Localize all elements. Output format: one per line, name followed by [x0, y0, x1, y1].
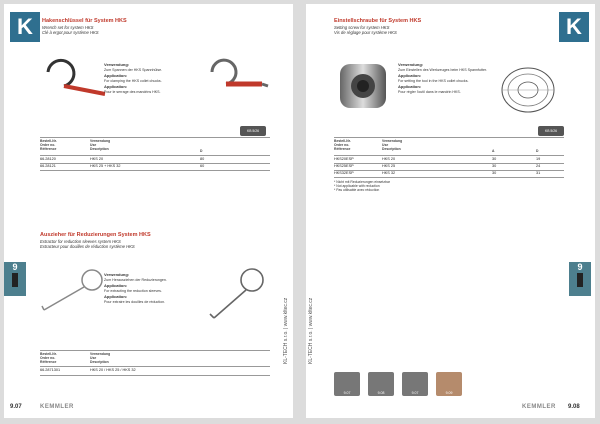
cell-a: 30 [492, 164, 497, 168]
usage-fr-label: Application: [398, 84, 422, 89]
page-number: 9.07 [10, 404, 22, 410]
thumbnail-link[interactable] [334, 372, 360, 396]
cell-a: 30 [492, 157, 497, 161]
extractor-usage [104, 272, 167, 305]
thumbnail-caption: 9.07 [343, 391, 351, 395]
table-rule [334, 163, 564, 164]
extractor-subtitle-fr: Extracteur pour douilles de réduction système HKS [40, 244, 135, 249]
right-page [306, 4, 595, 418]
hook-wrench-subtitle-fr: Clé à ergot pour système HKS [42, 30, 99, 35]
vertical-company-text: KL-TECH s.r.o. | www.kltec.cz [308, 297, 314, 364]
table-rule [334, 155, 564, 156]
table-rule [40, 170, 270, 171]
brand-name: KEMMLER [522, 404, 556, 410]
footnote: * Pas utilisable avec réduction [334, 188, 380, 193]
catalog-badge: KB 5/26 [538, 126, 564, 136]
table-header-use: Verwendung Use Description [382, 139, 403, 152]
usage-en-text: For setting the tool in the HKS collet chucks. [398, 79, 469, 83]
table-rule [40, 375, 270, 376]
usage-fr-label: Application: [104, 84, 128, 89]
brand-name: KEMMLER [40, 404, 74, 410]
table-rule [40, 350, 270, 351]
cell-d: 60 [200, 164, 205, 168]
table-rule [334, 170, 564, 171]
catalog-badge: KB 5/26 [240, 126, 266, 136]
usage-en-label: Application: [398, 73, 422, 78]
chapter-tab [4, 262, 26, 296]
collet-chuck-icon [575, 273, 585, 287]
setting-screw-drawing-icon [496, 56, 566, 126]
footnote: * Not applicable with reduction [334, 184, 380, 189]
usage-en-text: For clamping the HKS collet chucks. [104, 79, 162, 83]
hook-wrench-subtitle-en: Wrench set for system HKS [42, 25, 94, 30]
usage-en-label: Application: [104, 73, 128, 78]
cell-use: HKS 20 / HKS 25 / HKS 32 [90, 368, 136, 372]
cell-order-no: 66.28121 [40, 164, 56, 168]
extractor-drawing-icon [40, 266, 110, 316]
usage-fr-label: Application: [104, 294, 128, 299]
hook-wrench-image-icon [40, 54, 110, 99]
thumbnail-link[interactable] [368, 372, 394, 396]
collet-chuck-icon [10, 273, 20, 287]
table-header-d: D [200, 149, 203, 153]
table-rule [40, 137, 270, 138]
setting-screw-photo-icon [334, 56, 392, 116]
setting-screw-usage [398, 62, 487, 95]
hook-wrench-title: Hakenschlüssel für System HKS [42, 18, 127, 24]
usage-de-text: Zum Herausziehen der Reduzierungen. [104, 278, 167, 282]
footnotes [334, 180, 390, 193]
table-header-use: Verwendung Use Description [90, 139, 111, 152]
usage-en-label: Application: [104, 283, 128, 288]
vertical-company-text: KL-TECH s.r.o. | www.kltec.cz [283, 297, 289, 364]
cell-use: HKS 20 [382, 157, 396, 161]
table-header-d: D [536, 149, 539, 153]
thumbnail-caption: 9.09 [445, 391, 453, 395]
hook-wrench-usage [104, 62, 162, 95]
table-rule [40, 163, 270, 164]
usage-fr-text: Pour le serrage des mandrins HKS. [104, 90, 161, 94]
cell-order-no: HKS25ESP [334, 164, 354, 168]
thumbnail-caption: 9.08 [377, 391, 385, 395]
cell-use: HKS 32 [382, 171, 396, 175]
setting-screw-subtitle-fr: Vis de réglage pour système HKS [334, 30, 397, 35]
table-header-use: Verwendung Use Description [90, 352, 111, 365]
hook-wrench-photo-icon [204, 54, 279, 109]
table-header-a: A [492, 149, 495, 153]
table-rule [40, 155, 270, 156]
setting-screw-subtitle-en: Setting screw for system HKS [334, 25, 390, 30]
usage-fr-text: Pour extraire les douilles de réduction. [104, 300, 166, 304]
kemmler-logo-icon: K [559, 12, 589, 42]
thumbnail-link[interactable] [402, 372, 428, 396]
extractor-photo-icon [204, 266, 274, 326]
cell-d: 80 [200, 157, 205, 161]
page-number: 9.08 [568, 404, 580, 410]
usage-de-label: Verwendung: [398, 62, 424, 67]
chapter-number: 9 [12, 262, 18, 272]
table-rule [334, 177, 564, 178]
cell-order-no: HKS32ESP [334, 171, 354, 175]
usage-de-label: Verwendung: [104, 272, 130, 277]
kemmler-logo-icon: K [10, 12, 40, 42]
chapter-tab [569, 262, 591, 296]
table-header-order: Bestell-Nr. Order no. Référence [40, 352, 57, 365]
setting-screw-title: Einstellschraube für System HKS [334, 18, 422, 24]
table-header-order: Bestell-Nr. Order no. Référence [40, 139, 57, 152]
thumbnail-link[interactable] [436, 372, 462, 396]
left-page [4, 4, 293, 418]
cell-d: 19 [536, 157, 541, 161]
table-rule [40, 366, 270, 367]
usage-en-text: For extracting the reduction sleeves. [104, 289, 162, 293]
cell-a: 30 [492, 171, 497, 175]
extractor-subtitle-en: Extractor for reduction sleeves system HKS [40, 239, 121, 244]
cell-d: 31 [536, 171, 541, 175]
cell-d: 24 [536, 164, 541, 168]
footnote: * Nicht mit Reduzierungen einsetzbar [334, 180, 390, 184]
usage-de-text: Zum Einstellen des Werkzeuges beim HKS Spannfutter. [398, 68, 488, 72]
chapter-number: 9 [577, 262, 583, 272]
cell-use: HKS 25 [382, 164, 396, 168]
table-rule [334, 137, 564, 138]
table-header-order: Bestell-Nr. Order no. Référence [334, 139, 351, 152]
cell-order-no: 66.2871301 [40, 368, 61, 372]
cell-order-no: HKS20ESP [334, 157, 354, 161]
usage-fr-text: Pour régler l'outil dans le mandrin HKS. [398, 90, 461, 94]
usage-de-label: Verwendung: [104, 62, 130, 67]
extractor-title: Auszieher für Reduzierungen System HKS [40, 232, 151, 238]
cell-order-no: 66.28120 [40, 157, 56, 161]
cell-use: HKS 25 + HKS 32 [90, 164, 121, 168]
cell-use: HKS 20 [90, 157, 104, 161]
usage-de-text: Zum Spannen der HKS Spannhülse. [104, 68, 163, 72]
thumbnail-caption: 9.07 [411, 391, 419, 395]
